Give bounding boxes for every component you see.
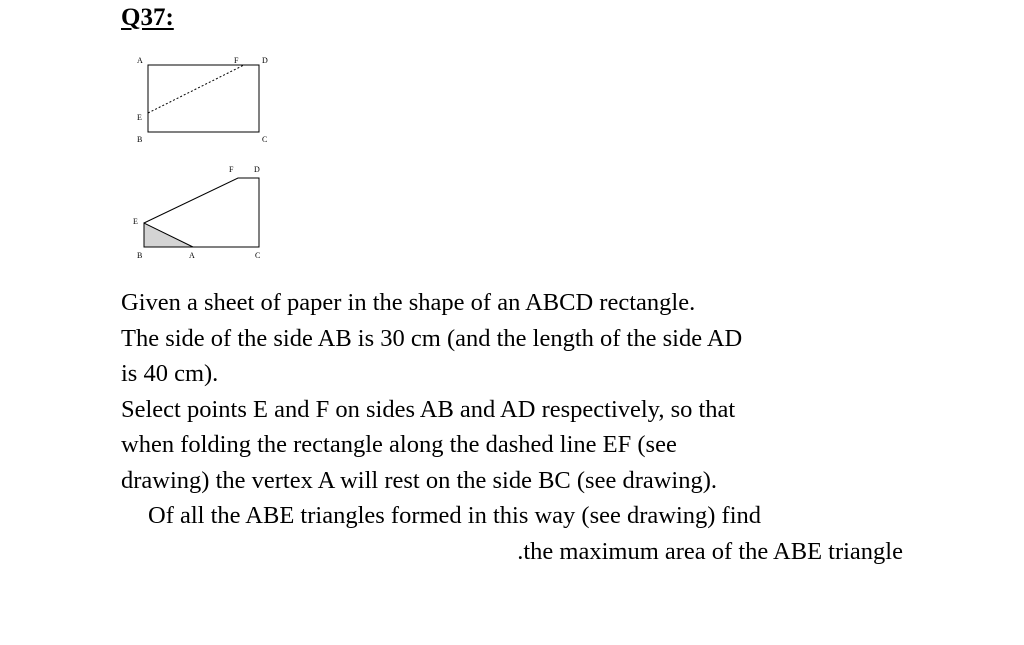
label-d: D [254, 165, 260, 174]
problem-line: Given a sheet of paper in the shape of an ABCD rectangle. [121, 289, 696, 316]
label-f: F [234, 56, 239, 65]
label-c: C [255, 251, 261, 260]
problem-line: Select points E and F on sides AB and AD respectively, so that [121, 395, 736, 423]
label-a: A [189, 251, 195, 260]
triangle-abe [144, 223, 193, 247]
label-d: D [262, 56, 268, 65]
question-title: Q37: [121, 4, 174, 31]
label-b: B [137, 135, 143, 144]
figure-folded [133, 165, 260, 260]
figure-rectangle [137, 56, 268, 144]
label-f: F [229, 165, 234, 174]
problem-line: when folding the rectangle along the dashed line EF (see [121, 431, 677, 458]
problem-text [121, 285, 921, 569]
label-e: E [133, 217, 138, 226]
fold-line-ef [148, 65, 244, 113]
problem-line: The side of the side AB is 30 cm (and the length of the side AD [121, 324, 743, 352]
label-a: A [137, 56, 143, 65]
problem-line: Of all the ABE triangles formed in this way (see drawing) find [148, 502, 762, 529]
problem-line: drawing) the vertex A will rest on the side BC (see drawing). [121, 466, 718, 494]
label-e: E [137, 113, 142, 122]
label-b: B [137, 251, 143, 260]
label-c: C [262, 135, 268, 144]
problem-line: .the maximum area of the ABE triangle [517, 537, 903, 565]
rectangle-abcd [148, 65, 259, 132]
problem-line: is 40 cm). [121, 360, 219, 387]
fold-diagrams [0, 0, 1024, 280]
